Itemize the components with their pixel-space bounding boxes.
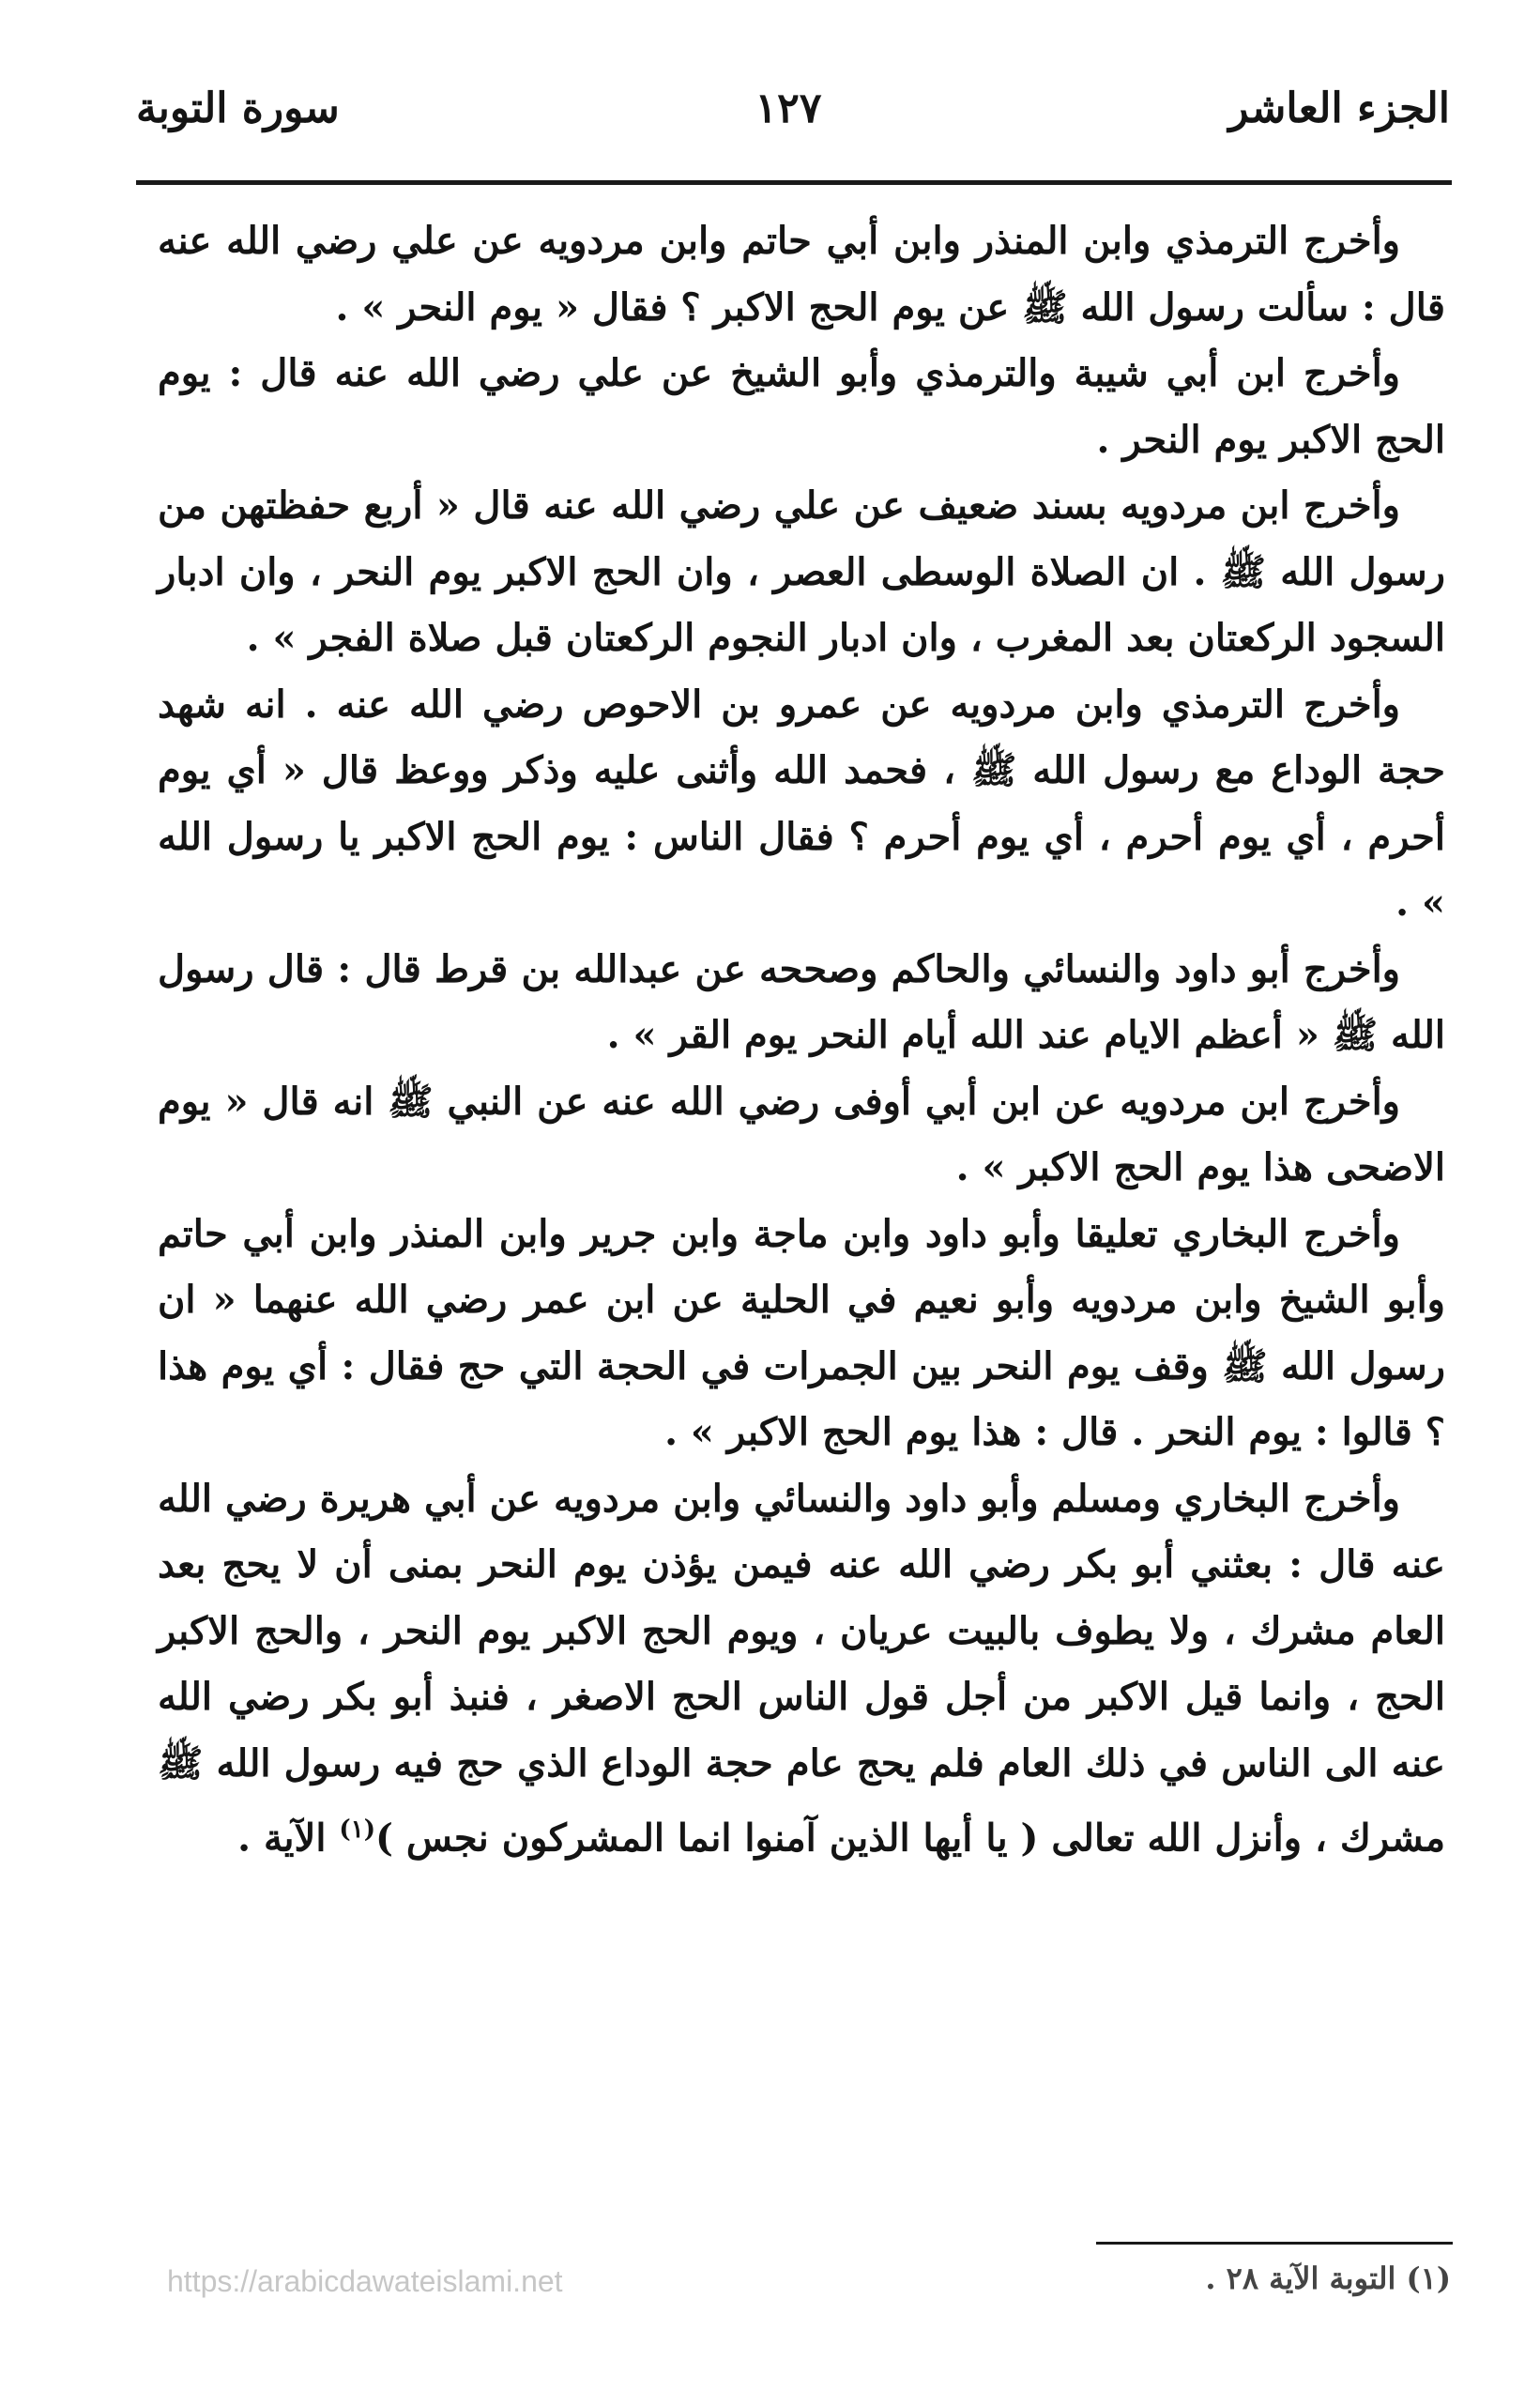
header-rule <box>136 180 1452 185</box>
page-header <box>127 84 1450 160</box>
paragraph-5: وأخرج أبو داود والنسائي والحاكم وصححه عن عبدالله بن قرط قال : قال رسول الله ﷺ « أعظم الايام عند الله أيام النحر يوم القر » . <box>158 946 1445 1057</box>
paragraph-8-end: الآية . <box>237 1816 340 1861</box>
paragraph-8-text: وأخرج البخاري ومسلم وأبو داود والنسائي وابن مردويه عن أبي هريرة رضي الله عنه قال : بعثني أبو بكر رضي الله عنه فيمن يؤذن يوم النحر بمنى أن لا يحج بعد العام مشرك ، ولا يطوف بالبيت عريان ، ويوم الحج الاكبر يوم النحر ، والحج الاكبر الحج ، وانما قيل الاكبر من أجل قول الناس الحج الاصغر ، فنبذ أبو بكر رضي الله عنه الى الناس في ذلك العام فلم يحج عام حجة الوداع الذي حج فيه رسول الله ﷺ مشرك ، وأنزل الله تعالى ( يا أيها الذين آمنوا انما المشركون نجس ) <box>158 1476 1445 1861</box>
page-number: ١٢٧ <box>755 84 822 132</box>
paragraph-8 <box>158 1466 1445 1872</box>
paragraph-6: وأخرج ابن مردويه عن ابن أبي أوفى رضي الله عنه عن النبي ﷺ انه قال « يوم الاضحى هذا يوم الحج الاكبر » . <box>158 1079 1445 1189</box>
body-text <box>158 208 1445 1872</box>
watermark-url: https://arabicdawateislami.net <box>167 2264 563 2298</box>
paragraph-1: وأخرج الترمذي وابن المنذر وابن أبي حاتم وابن مردويه عن علي رضي الله عنه قال : سألت رسول الله ﷺ عن يوم الحج الاكبر ؟ فقال « يوم النحر » . <box>158 219 1445 330</box>
surah-title: سورة التوبة <box>136 84 340 132</box>
footnote: (١) التوبة الآية ٢٨ . <box>1205 2261 1451 2296</box>
paragraph-4: وأخرج الترمذي وابن مردويه عن عمرو بن الاحوص رضي الله عنه . انه شهد حجة الوداع مع رسول الله ﷺ ، فحمد الله وأثنى عليه وذكر ووعظ قال « أي يوم أحرم ، أي يوم أحرم ، أي يوم أحرم ؟ فقال الناس : يوم الحج الاكبر يا رسول الله » . <box>158 682 1445 925</box>
part-title: الجزء العاشر <box>1228 84 1450 132</box>
paragraph-7: وأخرج البخاري تعليقا وأبو داود وابن ماجة وابن جرير وابن المنذر وابن أبي حاتم وأبو الشيخ وابن مردويه وأبو نعيم في الحلية عن ابن عمر رضي الله عنهما « ان رسول الله ﷺ وقف يوم النحر بين الجمرات في الحجة التي حج فقال : أي يوم هذا ؟ قالوا : يوم النحر . قال : هذا يوم الحج الاكبر » . <box>158 1211 1446 1454</box>
footnote-marker: (١) <box>339 1816 375 1844</box>
footnote-rule <box>1096 2242 1453 2245</box>
paragraph-2: وأخرج ابن أبي شيبة والترمذي وأبو الشيخ عن علي رضي الله عنه قال : يوم الحج الاكبر يوم النحر . <box>158 351 1445 462</box>
paragraph-3: وأخرج ابن مردويه بسند ضعيف عن علي رضي الله عنه قال « أربع حفظتهن من رسول الله ﷺ . ان الصلاة الوسطى العصر ، وان الحج الاكبر يوم النحر ، وان ادبار السجود الركعتان بعد المغرب ، وان ادبار النجوم الركعتان قبل صلاة الفجر » . <box>158 483 1445 660</box>
